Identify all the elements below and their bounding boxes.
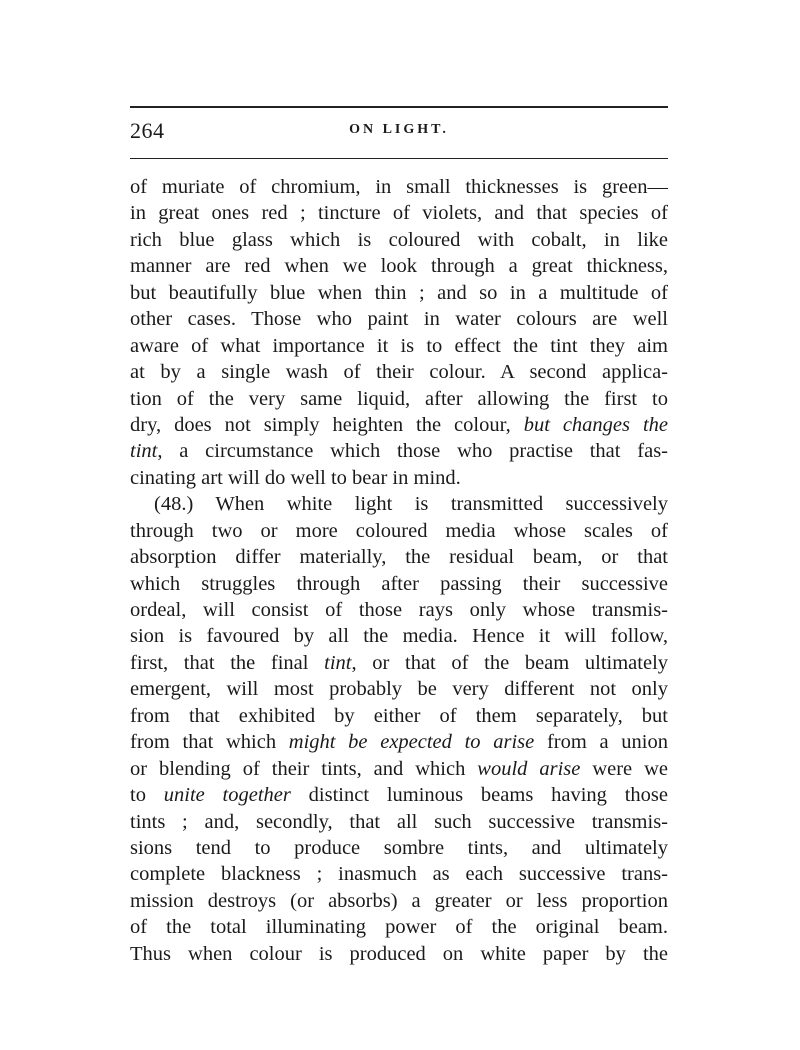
text-line (130, 650, 668, 676)
text-line (130, 756, 668, 782)
text-line (130, 518, 668, 544)
text-run: in great ones red ; tincture of violets, and that species of (130, 202, 668, 225)
text-run: tints ; and, secondly, that all such successive transmis- (130, 810, 668, 833)
text-run: to (130, 784, 164, 807)
italic-text: but changes the (523, 413, 669, 436)
text-line (130, 200, 668, 226)
text-run: rich blue glass which is coloured with cobalt, in like (130, 228, 668, 251)
text-run: , a circumstance which those who practise that fas- (157, 440, 668, 463)
text-line (130, 676, 668, 702)
text-line (130, 835, 668, 861)
text-line (130, 227, 668, 253)
text-line (130, 174, 668, 200)
text-run: absorption differ materially, the residual beam, or that (130, 546, 668, 569)
text-run: emergent, will most probably be very different not only (130, 678, 668, 701)
text-run: (48.) When white light is transmitted successively (154, 493, 668, 516)
text-line (130, 280, 668, 306)
text-line (130, 914, 668, 940)
text-run: manner are red when we look through a great thickness, (130, 255, 668, 278)
text-run: which struggles through after passing their successive (130, 572, 668, 595)
text-run: first, that the final (130, 651, 325, 674)
text-run: from that which (130, 731, 289, 754)
text-run: from that exhibited by either of them separately, but (130, 704, 668, 727)
text-run: through two or more coloured media whose scales of (130, 519, 668, 542)
italic-text: might be expected to arise (288, 731, 535, 754)
text-run: sion is favoured by all the media. Hence it will follow, (130, 625, 668, 648)
text-run: sions tend to produce sombre tints, and ultimately (130, 836, 668, 859)
text-line (130, 623, 668, 649)
text-line (130, 386, 668, 412)
text-run: were we (580, 757, 668, 780)
text-line (130, 729, 668, 755)
text-run: or blending of their tints, and which (130, 757, 478, 780)
text-line (130, 359, 668, 385)
text-line (130, 941, 668, 967)
text-run: distinct luminous beams having those (290, 784, 668, 807)
italic-text: tint (130, 440, 158, 463)
italic-text: would arise (477, 757, 581, 780)
text-run: other cases. Those who paint in water colours are well (130, 308, 668, 331)
text-line (130, 544, 668, 570)
text-run: mission destroys (or absorbs) a greater or less proportion (130, 889, 668, 912)
text-run: but beautifully blue when thin ; and so in a multitude of (130, 281, 668, 304)
italic-text: tint (324, 651, 352, 674)
text-line (130, 703, 668, 729)
text-run: ordeal, will consist of those rays only whose transmis- (130, 599, 668, 621)
text-line (130, 861, 668, 887)
header-rule-bottom (130, 158, 668, 159)
text-line (130, 809, 668, 835)
body-text (130, 174, 668, 967)
text-line (130, 465, 668, 491)
header-rule-top (130, 106, 668, 108)
text-line (130, 412, 668, 438)
text-run: aware of what importance it is to effect the tint they aim (130, 334, 668, 357)
text-run: from a union (534, 731, 668, 754)
text-run: of muriate of chromium, in small thicknesses is green— (130, 176, 668, 198)
running-title: ON LIGHT. (349, 122, 449, 137)
text-line (130, 571, 668, 597)
text-line (130, 333, 668, 359)
text-line (130, 782, 668, 808)
italic-text: unite together (163, 784, 291, 807)
text-run: tion of the very same liquid, after allowing the first to (130, 387, 668, 410)
text-run: complete blackness ; inasmuch as each successive trans- (130, 863, 668, 886)
text-line (130, 888, 668, 914)
text-run: dry, does not simply heighten the colour, (130, 413, 524, 436)
page-header (130, 116, 668, 150)
text-line (130, 306, 668, 332)
text-line (130, 491, 668, 517)
page-number: 264 (130, 118, 165, 143)
text-run: Thus when colour is produced on white paper by the (130, 942, 668, 965)
text-run: , or that of the beam ultimately (351, 651, 669, 674)
text-line (130, 438, 668, 464)
text-run: at by a single wash of their colour. A second applica- (130, 361, 668, 384)
text-line (130, 253, 668, 279)
text-line (130, 597, 668, 623)
text-run: cinating art will do well to bear in mind. (130, 466, 461, 489)
text-run: of the total illuminating power of the original beam. (130, 916, 668, 939)
